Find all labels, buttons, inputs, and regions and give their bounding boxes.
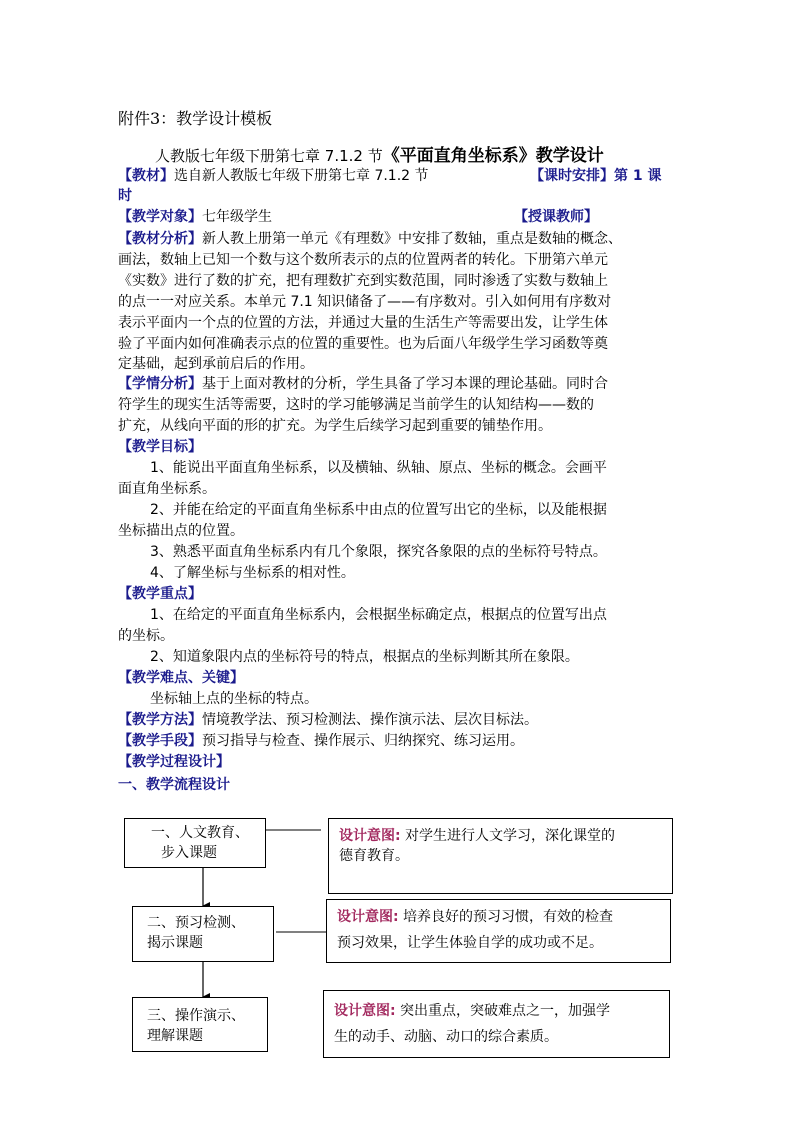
intent-label: 设计意图:	[337, 909, 399, 925]
audience-label: 【教学对象】	[118, 209, 202, 225]
flow-step-text: 理解课题	[147, 1028, 203, 1044]
paragraph-line: 基于上面对教材的分析，学生具备了学习本课的理论基础。同时合	[202, 376, 608, 392]
flow-step-text: 三、操作演示、	[147, 1008, 245, 1024]
learner-analysis-label: 【学情分析】	[118, 376, 202, 392]
material-label: 【教材】	[118, 168, 174, 184]
key-point-item: 2、知道象限内点的坐标符号的特点，根据点的坐标判断其所在象限。	[150, 649, 579, 665]
schedule-value-wrap: 时	[118, 188, 132, 204]
intent-label: 设计意图:	[334, 1003, 396, 1019]
paragraph-line: 新人教上册第一单元《有理数》中安排了数轴，重点是数轴的概念、	[202, 231, 622, 247]
design-intent-3	[323, 990, 670, 1058]
intent-label: 设计意图:	[339, 828, 401, 844]
attachment-heading: 附件3：教学设计模板	[118, 109, 273, 128]
means-label: 【教学手段】	[118, 733, 202, 749]
paragraph-line: 的点一一对应关系。本单元 7.1 知识储备了——有序数对。引入如何用有序数对	[118, 294, 612, 310]
key-point-item: 1、在给定的平面直角坐标系内，会根据坐标确定点，根据点的位置写出点	[150, 607, 607, 623]
material-text: 选自新人教版七年级下册第七章 7.1.2 节	[174, 168, 429, 184]
schedule-value: 第 1 课	[614, 168, 662, 184]
material-analysis-label: 【教材分析】	[118, 231, 202, 247]
intent-text: 对学生进行人文学习，深化课堂的	[400, 828, 616, 844]
goal-item-cont: 坐标描出点的位置。	[118, 523, 244, 539]
goal-item: 2、并能在给定的平面直角坐标系中由点的位置写出它的坐标，以及能根据	[150, 502, 607, 518]
flow-step-1	[124, 818, 266, 868]
paragraph-line: 《实数》进行了数的扩充，把有理数扩充到实数范围，同时渗透了实数与数轴上	[118, 273, 608, 289]
methods-text: 情境教学法、预习检测法、操作演示法、层次目标法。	[202, 712, 538, 728]
difficulties-text: 坐标轴上点的坐标的特点。	[150, 691, 318, 707]
goals-label: 【教学目标】	[118, 439, 202, 455]
intent-text: 生的动手、动脑、动口的综合素质。	[334, 1029, 558, 1045]
flow-step-text: 一、人文教育、	[151, 825, 249, 841]
paragraph-line: 扩充，从线向平面的形的扩充。为学生后续学习起到重要的铺垫作用。	[118, 418, 552, 434]
goal-item: 1、能说出平面直角坐标系，以及横轴、纵轴、原点、坐标的概念。会画平	[150, 460, 607, 476]
intent-text: 德育教育。	[339, 848, 409, 864]
design-intent-2	[326, 899, 671, 963]
design-intent-1	[328, 818, 673, 894]
intent-text: 突出重点，突破难点之一，加强学	[395, 1003, 611, 1019]
section-title: 一、教学流程设计	[118, 777, 230, 793]
goal-item: 4、了解坐标与坐标系的相对性。	[150, 565, 355, 581]
audience-text: 七年级学生	[202, 209, 272, 225]
methods-label: 【教学方法】	[118, 712, 202, 728]
document-title-prefix: 人教版七年级下册第七章 7.1.2 节	[155, 147, 383, 165]
document-title-main: 《平面直角坐标系》教学设计	[382, 146, 604, 166]
goal-item: 3、熟悉平面直角坐标系内有几个象限，探究各象限的点的坐标符号特点。	[150, 544, 607, 560]
flow-step-text: 二、预习检测、	[147, 915, 245, 931]
intent-text: 培养良好的预习习惯，有效的检查	[398, 909, 614, 925]
paragraph-line: 定基础，起到承前启后的作用。	[118, 356, 314, 372]
intent-text: 预习效果，让学生体验自学的成功或不足。	[337, 935, 603, 951]
key-points-label: 【教学重点】	[118, 586, 202, 602]
schedule-label: 【课时安排】	[530, 168, 614, 184]
difficulties-label: 【教学难点、关键】	[118, 670, 244, 686]
paragraph-line: 符学生的现实生活等需要，这时的学习能够满足当前学生的认知结构——数的	[118, 397, 594, 413]
teacher-label: 【授课教师】	[514, 209, 598, 225]
flow-step-text: 揭示课题	[147, 935, 203, 951]
flow-step-text: 步入课题	[161, 845, 217, 861]
process-label: 【教学过程设计】	[118, 754, 230, 770]
key-point-item-cont: 的坐标。	[118, 628, 174, 644]
flow-step-3	[132, 997, 268, 1052]
paragraph-line: 画法，数轴上已知一个数与这个数所表示的点的位置两者的转化。下册第六单元	[118, 252, 608, 268]
paragraph-line: 验了平面内如何准确表示点的位置的重要性。也为后面八年级学生学习函数等奠	[118, 336, 608, 352]
paragraph-line: 表示平面内一个点的位置的方法，并通过大量的生活生产等需要出发，让学生体	[118, 315, 608, 331]
goal-item-cont: 面直角坐标系。	[118, 481, 216, 497]
flow-step-2	[132, 906, 274, 962]
means-text: 预习指导与检查、操作展示、归纳探究、练习运用。	[202, 733, 524, 749]
